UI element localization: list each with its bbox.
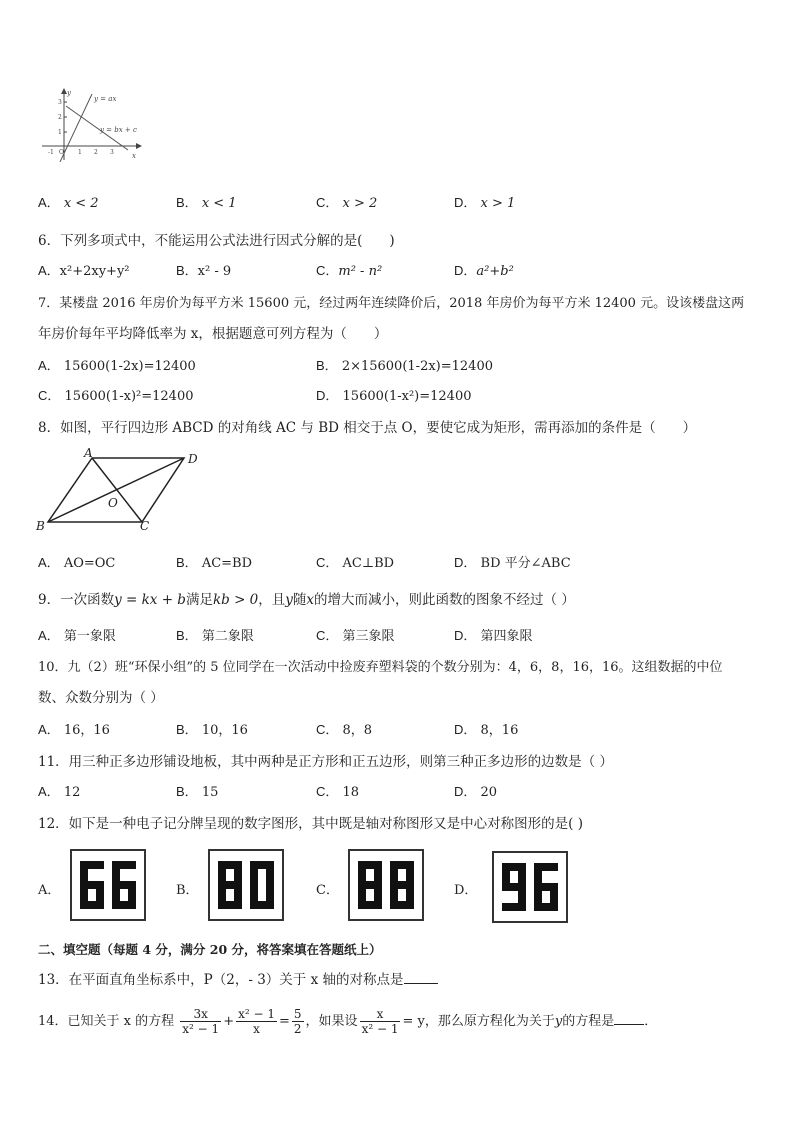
q9-option-a[interactable] (38, 625, 116, 644)
q14-f2-den: x (253, 1022, 260, 1036)
q12-option-b-letter[interactable]: B． (176, 883, 199, 898)
digit-segment-c (550, 887, 558, 911)
q5-tick-y3: 3 (58, 99, 62, 106)
q5-tick-x1: 1 (78, 149, 82, 156)
q5-option-c-text: x > 2 (342, 196, 378, 211)
q11-option-d[interactable] (454, 781, 497, 800)
q8-stem: 8．如图，平行四边形 ABCD 的对角线 AC 与 BD 相交于点 O，要使它成为矩形，需再添加的条件是（ ） (38, 420, 697, 436)
q8-option-b[interactable] (176, 552, 252, 571)
q5-tick-x2: 2 (94, 149, 98, 156)
q9-var-x: x (306, 592, 315, 608)
q8-option-d-letter: D． (454, 555, 477, 570)
q8-label-d: D (188, 452, 198, 466)
q7-option-b[interactable] (316, 355, 493, 374)
q9-formula: y = kx + b (114, 592, 186, 608)
q11-option-c-text: 18 (342, 785, 360, 800)
q14-f1-num: 3x (180, 1007, 221, 1022)
q10-option-c[interactable] (316, 719, 372, 738)
q8-label-o: O (108, 496, 118, 510)
q14-end: ． (644, 1014, 658, 1029)
q10-option-b-letter: B． (176, 722, 198, 737)
q5-option-b-text: x < 1 (201, 196, 237, 211)
q11-option-d-text: 20 (480, 785, 498, 800)
q5-option-d-text: x > 1 (480, 196, 516, 211)
q5-option-b[interactable] (176, 192, 237, 211)
q7-option-d-letter: D． (316, 388, 339, 403)
q10-option-c-letter: C． (316, 722, 339, 737)
q5-tick-y2: 2 (58, 114, 62, 121)
q10-option-a-letter: A． (38, 722, 60, 737)
q9-option-c-letter: C． (316, 628, 339, 643)
q9-option-a-text: 第一象限 (63, 629, 116, 644)
q6-option-a[interactable] (38, 260, 130, 279)
q14-f2-num: x² − 1 (238, 1007, 275, 1021)
q11-option-a-text: 12 (63, 785, 81, 800)
q8-option-a-letter: A． (38, 555, 60, 570)
q9-option-d[interactable] (454, 625, 533, 644)
q12-option-c-digit-board[interactable] (348, 849, 424, 921)
q5-option-b-letter: B． (176, 195, 198, 210)
q10-option-d[interactable] (454, 719, 518, 738)
q6-option-d-letter: D． (454, 263, 477, 278)
q9-option-a-letter: A． (38, 628, 60, 643)
q10-option-d-letter: D． (454, 722, 477, 737)
q10-option-b[interactable] (176, 719, 248, 738)
q13-stem (38, 968, 438, 988)
q10-option-b-text: 10，16 (201, 723, 248, 738)
q14-fraction-1 (180, 1007, 221, 1036)
q8-option-c-text: AC⊥BD (342, 556, 395, 571)
q14-plus: + (223, 1014, 235, 1029)
q12-option-d-digit-board[interactable] (492, 851, 568, 923)
q14-stem-part-b: ，如果设 (305, 1014, 358, 1029)
q5-line1-label: y = ax (94, 95, 117, 103)
q12-option-d-letter[interactable]: D． (454, 883, 478, 898)
q7-option-a-letter: A． (38, 358, 60, 373)
q8-option-b-letter: B． (176, 555, 198, 570)
q5-y-label: y (67, 89, 71, 97)
q8-label-c: C (140, 519, 150, 533)
q11-option-a-letter: A． (38, 784, 60, 799)
q5-option-a[interactable] (38, 192, 99, 211)
q14-var-y: y (554, 1014, 563, 1029)
q5-function-graph (38, 86, 142, 162)
q6-option-b[interactable] (176, 260, 231, 279)
q12-option-c-letter[interactable]: C． (316, 883, 339, 898)
q9-option-d-text: 第四象限 (480, 629, 533, 644)
q8-option-a[interactable] (38, 552, 115, 571)
digit-segment-g (502, 883, 526, 891)
q7-option-b-letter: B． (316, 358, 338, 373)
q6-option-a-letter: A． (38, 263, 60, 278)
q5-option-d[interactable] (454, 192, 515, 211)
q9-condition: kb > 0 (212, 592, 259, 608)
q8-option-c-letter: C． (316, 555, 339, 570)
q5-tick-x-neg1: -1 (48, 149, 54, 156)
q12-stem: 12．如下是一种电子记分牌呈现的数字图形，其中既是轴对称图形又是中心对称图形的是( ) (38, 816, 584, 832)
q11-option-b-text: 15 (201, 785, 219, 800)
digit-segment-d (502, 903, 526, 911)
q9-stem (38, 588, 575, 608)
q14-stem-part-d: 的方程是 (562, 1014, 615, 1029)
q7-option-a-text: 15600(1-2x)=12400 (63, 359, 196, 374)
q11-stem: 11．用三种正多边形铺设地板，其中两种是正方形和正五边形，则第三种正多边形的边数是（ ） (38, 754, 613, 770)
q5-origin: O (59, 149, 64, 156)
q11-option-c[interactable] (316, 781, 359, 800)
q6-option-c-letter: C． (316, 263, 339, 278)
q12-option-a-letter[interactable]: A． (38, 883, 61, 898)
digit-segment-g (390, 881, 414, 889)
q5-option-a-text: x < 2 (63, 196, 99, 211)
q10-option-a[interactable] (38, 719, 110, 738)
q7-stem-line1: 7．某楼盘 2016 年房价为每平方米 15600 元，经过两年连续降价后，2018 年房价为每平方米 12400 元。设该楼盘这两 (38, 296, 745, 311)
digit-segment-b (266, 861, 274, 885)
q9-var-y: y (285, 592, 293, 608)
q7-option-b-text: 2×15600(1-2x)=12400 (341, 359, 493, 374)
q10-option-c-text: 8，8 (342, 723, 373, 738)
q14-stem-part-a: 14．已知关于 x 的方程 (38, 1014, 175, 1029)
q5-option-c[interactable] (316, 192, 377, 211)
q10-stem-line2: 数、众数分别为（ ） (38, 690, 164, 706)
q7-stem-line2: 年房价每年平均降低率为 x，根据题意可列方程为（ ） (38, 326, 388, 342)
q11-option-a[interactable] (38, 781, 80, 800)
q5-option-d-letter: D． (454, 195, 477, 210)
q6-option-d[interactable] (454, 260, 514, 279)
q10-option-d-text: 8，16 (480, 723, 519, 738)
q11-option-b-letter: B． (176, 784, 198, 799)
q7-option-c-text: 15600(1-x)²=12400 (64, 389, 194, 404)
q11-option-d-letter: D． (454, 784, 477, 799)
q6-option-b-text: x² - 9 (197, 264, 232, 279)
q10-option-a-text: 16，16 (63, 723, 110, 738)
q8-option-d[interactable] (454, 552, 571, 571)
q14-fraction-3 (292, 1007, 304, 1036)
q12-option-a-digit-board[interactable] (70, 849, 146, 921)
q14-f3-den: 2 (293, 1022, 302, 1036)
q14-fraction-2 (236, 1007, 277, 1036)
q6-stem: 6．下列多项式中，不能运用公式法进行因式分解的是( ) (38, 233, 395, 249)
q5-tick-y1: 1 (58, 129, 62, 136)
q5-x-label: x (132, 152, 136, 160)
q14-fraction-4 (360, 1007, 401, 1036)
q9-stem-part-d: 随 (292, 592, 307, 608)
q6-option-b-letter: B． (176, 263, 198, 278)
q9-stem-part-b: 满足 (185, 592, 213, 608)
q8-label-a: A (84, 446, 93, 460)
q5-line2-label: y = bx + c (100, 126, 137, 134)
q8-parallelogram-figure (34, 446, 214, 536)
digit-segment-g (218, 881, 242, 889)
q11-option-c-letter: C． (316, 784, 339, 799)
q5-tick-x3: 3 (110, 149, 114, 156)
q7-option-d-text: 15600(1-x²)=12400 (342, 389, 472, 404)
q14-stem (38, 1002, 657, 1042)
digit-segment-e (250, 885, 258, 909)
q13-answer-blank[interactable] (404, 971, 438, 984)
q7-option-c-letter: C． (38, 388, 61, 403)
q14-f3-num: 5 (293, 1007, 302, 1021)
q7-option-d[interactable] (316, 385, 471, 404)
q10-stem-line1: 10．九（2）班“环保小组”的 5 位同学在一次活动中捡废弃塑料袋的个数分别为：4，6，8，16，16。这组数据的中位 (38, 660, 723, 675)
q9-option-b-letter: B． (176, 628, 198, 643)
q14-f4-num: x (360, 1007, 401, 1022)
q9-option-b[interactable] (176, 625, 254, 644)
q7-option-a[interactable] (38, 355, 196, 374)
digit-segment-f (250, 861, 258, 885)
digit-segment-c (96, 885, 104, 909)
q5-option-c-letter: C． (316, 195, 339, 210)
q9-option-d-letter: D． (454, 628, 477, 643)
q8-label-b: B (36, 519, 45, 533)
q6-option-c-text: m² - n² (338, 264, 383, 279)
q9-stem-part-c: ，且 (258, 592, 286, 608)
q9-option-c-text: 第三象限 (342, 629, 395, 644)
q7-option-c[interactable] (38, 385, 193, 404)
q11-option-b[interactable] (176, 781, 218, 800)
q12-option-b-digit-board[interactable] (208, 849, 284, 921)
q5-option-a-letter: A． (38, 195, 60, 210)
digit-segment-c (128, 885, 136, 909)
q14-f4-den: x² − 1 (361, 1022, 399, 1036)
q6-option-c[interactable] (316, 260, 382, 279)
q14-f1-den: x² − 1 (182, 1022, 220, 1036)
q8-option-a-text: AO=OC (63, 556, 116, 571)
q13-stem-text: 13．在平面直角坐标系中，P（2，- 3）关于 x 轴的对称点是 (38, 972, 404, 988)
q9-option-b-text: 第二象限 (201, 629, 254, 644)
q9-stem-part-a: 9．一次函数 (38, 592, 115, 608)
q8-option-b-text: AC=BD (201, 556, 253, 571)
q14-answer-blank[interactable] (614, 1012, 644, 1025)
q8-option-d-text: BD 平分∠ABC (480, 556, 571, 571)
q9-option-c[interactable] (316, 625, 395, 644)
q14-stem-part-c: = y，那么原方程化为关于 (402, 1014, 555, 1029)
q14-equals: = (279, 1014, 290, 1029)
q6-option-a-text: x²+2xy+y² (59, 264, 130, 279)
q8-option-c[interactable] (316, 552, 394, 571)
digit-segment-g (358, 881, 382, 889)
q6-option-d-text: a²+b² (476, 264, 514, 279)
q9-stem-part-e: 的增大而减小，则此函数的图象不经过（ ） (314, 592, 575, 608)
section2-heading: 二、填空题（每题 4 分，满分 20 分，将答案填在答题纸上） (38, 942, 382, 957)
